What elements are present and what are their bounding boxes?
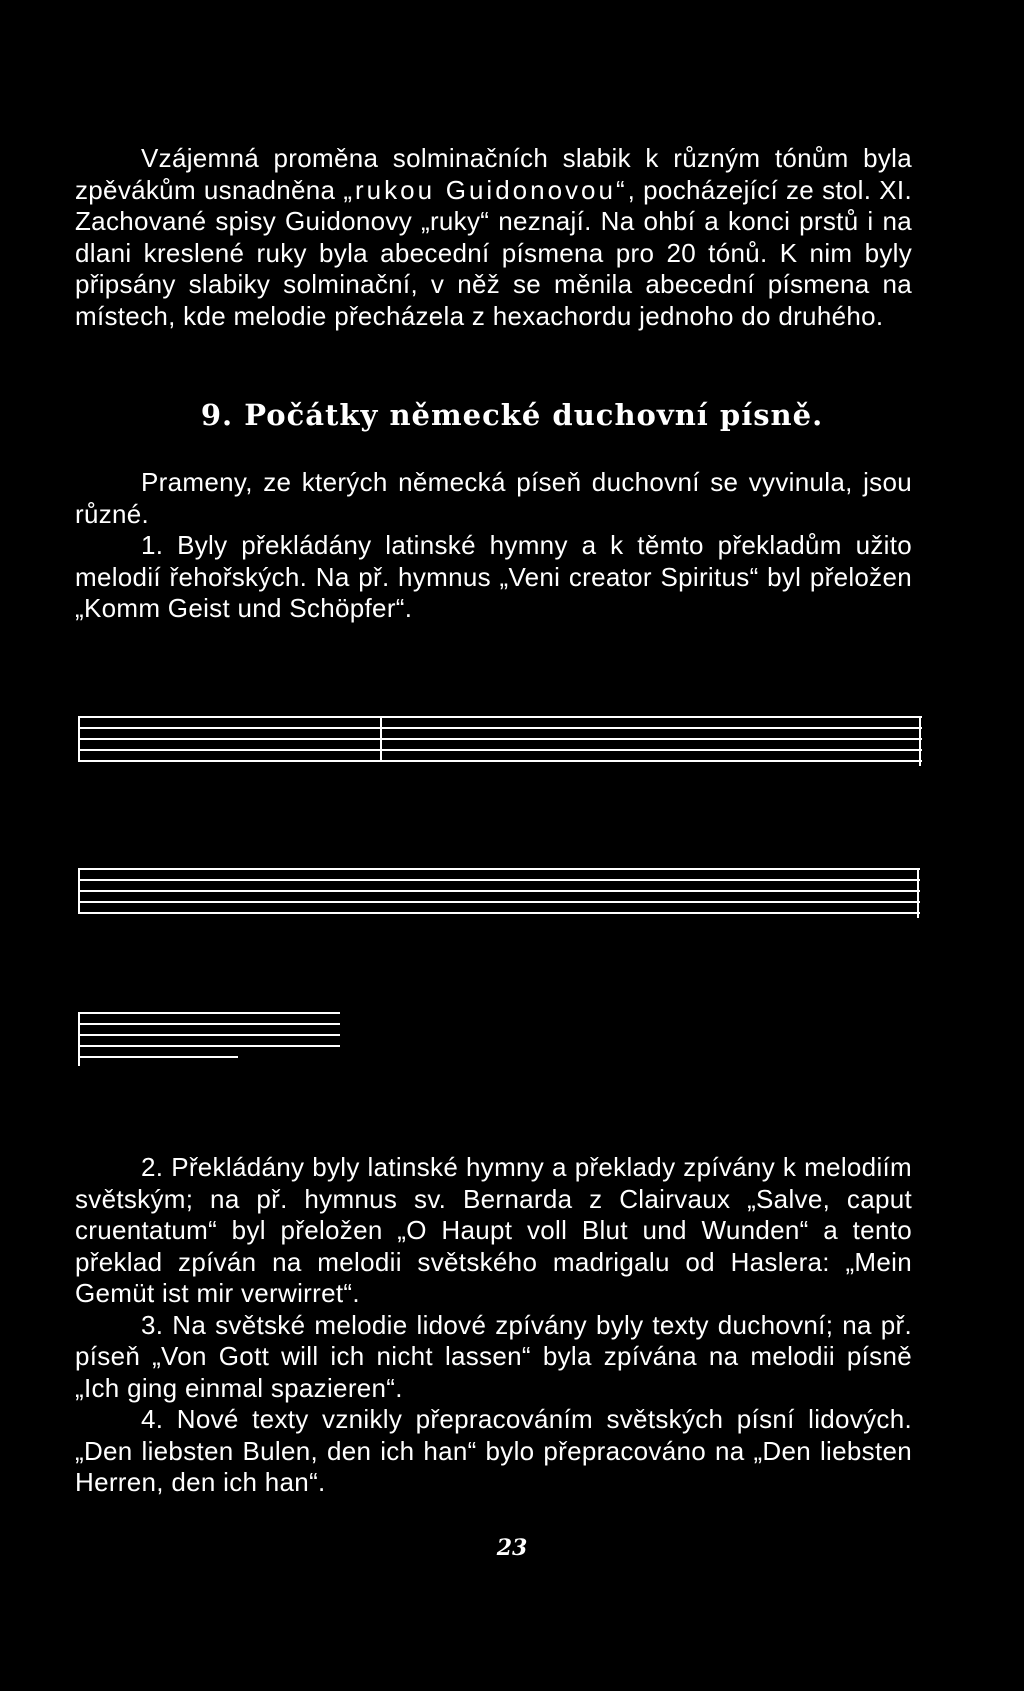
source-item-4: 4. Nové texty vznikly přepracováním světských písní lidových. „Den liebsten Bulen, den ich han“ bylo přepracováno na „Den liebsten Herren, den ich han“. bbox=[75, 1404, 912, 1497]
page-number: 23 bbox=[496, 1535, 528, 1561]
paragraph-rest: , pocházející ze stol. XI. Zachované spisy Guidonovy „ruky“ neznají. Na ohbí a konci prstů i na dlani kreslené ruky byla abecední písmena pro 20 tónů. K nim byly připsány slabiky solminační, v něž se měnila abecední písmena na místech, kde melodie přecházela z hexachordu jednoho do druhého. bbox=[75, 174, 912, 331]
sources-intro: Prameny, ze kterých německá píseň duchovní se vyvinula, jsou různé. bbox=[75, 467, 912, 529]
sources-continued bbox=[75, 1152, 912, 1499]
section-heading: 9. Počátky německé duchovní písně. bbox=[200, 398, 824, 432]
guidonian-hand-term: „rukou Guidonovou“ bbox=[343, 174, 628, 205]
paragraph-start: Vzájemná proměna solminačních slabik k různým tónům byla zpěvákům usnadněna bbox=[75, 143, 912, 205]
paragraph-guidonian-hand bbox=[75, 143, 912, 332]
music-staff-3 bbox=[78, 1010, 344, 1068]
sources-section bbox=[75, 467, 912, 625]
paragraph-text bbox=[75, 143, 912, 332]
music-staff-2 bbox=[78, 866, 924, 920]
source-item-3: 3. Na světské melodie lidové zpívány byly texty duchovní; na př. píseň „Von Gott will ich nicht lassen“ byla zpívána na melodii písně „Ich ging einmal spazieren“. bbox=[75, 1309, 912, 1403]
source-item-1: 1. Byly překládány latinské hymny a k těmto překladům užito melodií řehořských. Na př. hymnus „Veni creator Spiritus“ byl přeložen „Komm Geist und Schöpfer“. bbox=[75, 530, 912, 623]
source-item-2: 2. Překládány byly latinské hymny a překlady zpívány k melodiím světským; na př. hymnus sv. Bernarda z Clairvaux „Salve, caput cruentatum“ byl přeložen „O Haupt voll Blut und Wunden“ a tento překlad zpíván na melodii světského madrigalu od Haslera: „Mein Gemüt ist mir verwirret“. bbox=[75, 1152, 912, 1308]
music-staff-1 bbox=[78, 714, 924, 768]
